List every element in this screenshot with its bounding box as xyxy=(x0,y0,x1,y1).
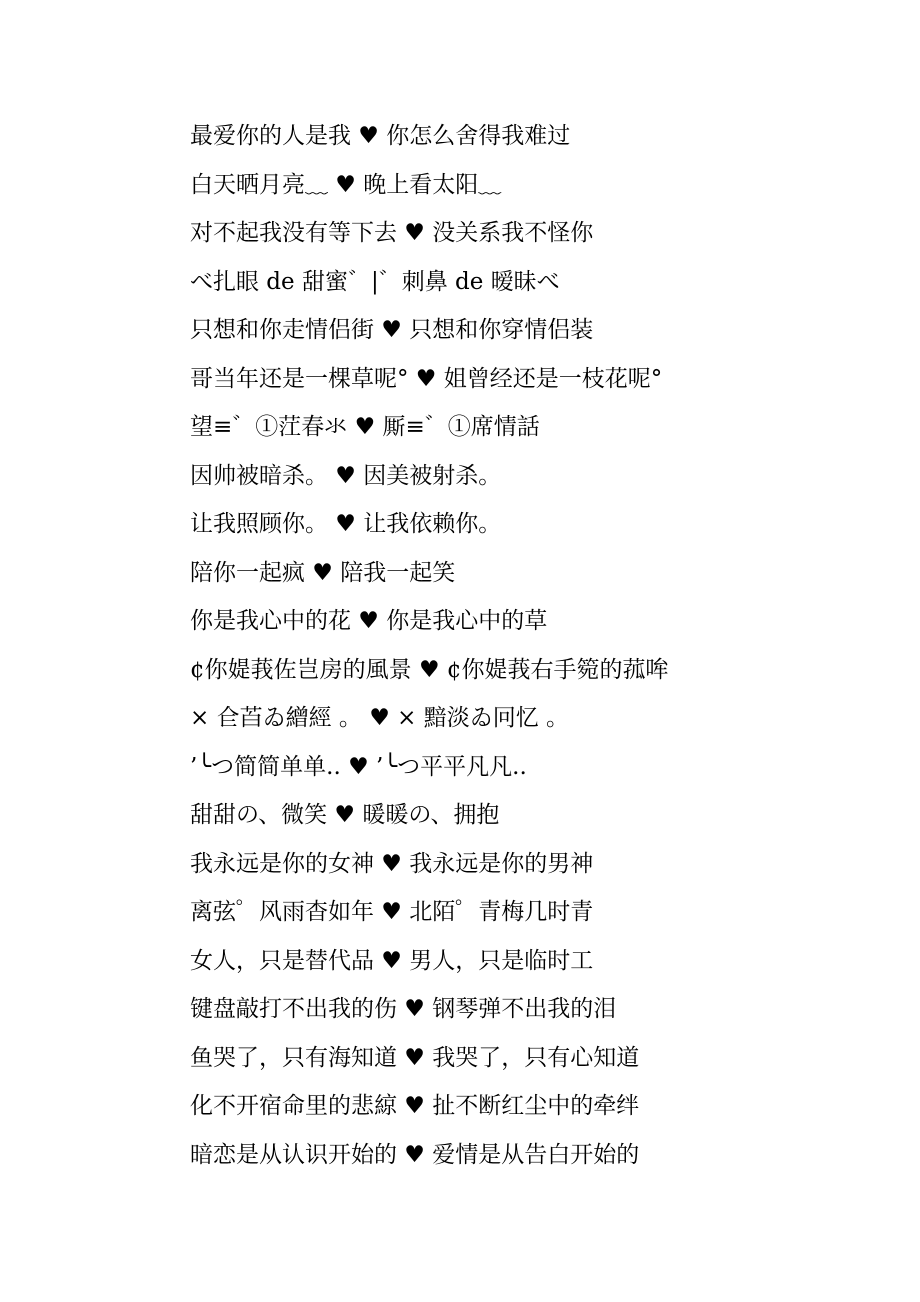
text-line-5: 只想和你走情侣街 ♥ 只想和你穿情侣装 xyxy=(190,317,594,343)
text-line-21: 化不开宿命里的悲綡 ♥ 扯不断红尘中的牵绊 xyxy=(190,1093,640,1119)
text-line-12: ¢你媞莪佐岂房的風景 ♥ ¢你媞莪右手箢的菰哞 xyxy=(190,656,669,683)
text-line-10: 陪你一起疯 ♥ 陪我一起笑 xyxy=(190,559,456,586)
text-line-13: × 仺苩ゐ繒經 。 ♥ × 黯淡ゐ冋忆 。 xyxy=(190,705,570,731)
text-line-20: 鱼哭了，只有海知道 ♥ 我哭了，只有心知道 xyxy=(190,1044,640,1071)
text-line-6: 哥当年还是一棵草呢° ♥ 姐曾经还是一枝花呢° xyxy=(190,365,663,392)
text-line-4: べ扎眼 de 甜蜜゛|゛刺鼻 de 暧昧べ xyxy=(190,268,560,295)
text-line-22: 暗恋是从认识开始的 ♥ 爱情是从告白开始的 xyxy=(190,1141,640,1168)
text-line-19: 键盘敲打不出我的伤 ♥ 钢琴弹不出我的泪 xyxy=(190,996,617,1022)
text-line-1: 最爱你的人是我 ♥ 你怎么舍得我难过 xyxy=(190,123,571,149)
text-line-7: 望≡゛①茳春氺 ♥ 厮≡゛①席情話 xyxy=(190,414,540,440)
text-line-18: 女人，只是替代品 ♥ 男人，只是临时工 xyxy=(190,947,594,974)
text-line-9: 让我照顾你。 ♥ 让我依赖你。 xyxy=(190,511,502,537)
text-line-3: 对不起我没有等下去 ♥ 没关系我不怪你 xyxy=(190,220,594,246)
text-lines xyxy=(190,112,870,1179)
text-line-8: 因帅被暗杀。 ♥ 因美被射杀。 xyxy=(190,462,502,489)
text-line-16: 我永远是你的女神 ♥ 我永远是你的男神 xyxy=(190,850,594,877)
text-line-17: 离弦゜风雨杳如年 ♥ 北陌゜青梅几时青 xyxy=(190,899,594,925)
text-line-14: ’╰つ简简单单.. ♥ ’╰つ平平凡凡.. xyxy=(190,753,527,780)
text-line-2: 白天晒月亮﹏ ♥ 晚上看太阳﹏ xyxy=(190,171,502,198)
text-line-15: 甜甜の、微笑 ♥ 暖暖の、拥抱 xyxy=(190,802,500,828)
text-line-11: 你是我心中的花 ♥ 你是我心中的草 xyxy=(190,608,548,634)
